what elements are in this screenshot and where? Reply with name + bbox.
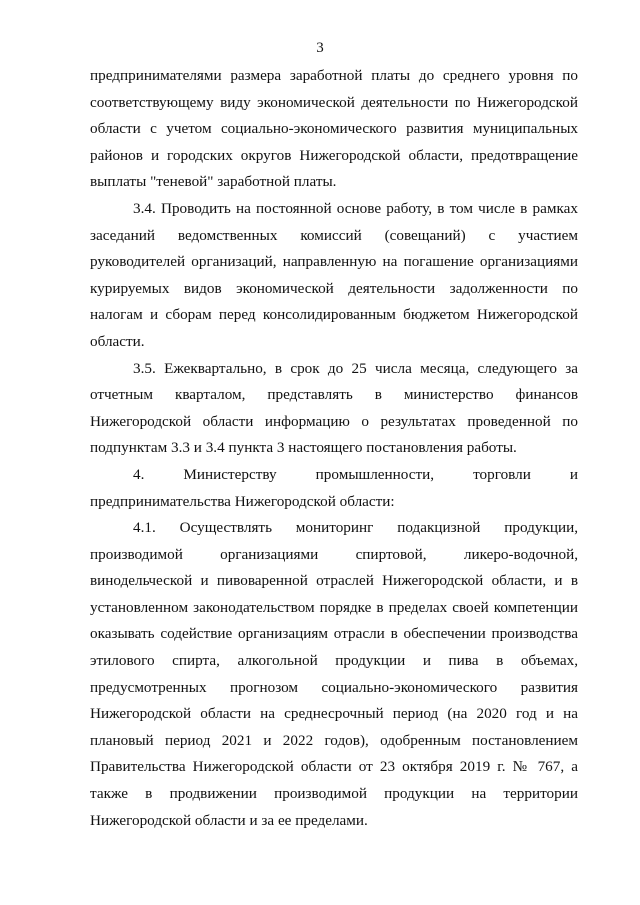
paragraph-4: 4. Министерству промышленности, торговли и предпринимательства Нижегородской области:: [90, 465, 578, 510]
page-number: 3: [316, 40, 324, 56]
paragraph-continuation: предпринимателями размера заработной платы до среднего уровня по соответствующему виду экономической деятельности по Нижегородской области с учетом социально-экономического развития муниципальных районов и городских округов Нижегородской области, предотвращение выплаты "теневой" заработной платы.: [90, 67, 578, 191]
document-body: [90, 63, 578, 834]
paragraph-3-4: 3.4. Проводить на постоянной основе работу, в том числе в рамках заседаний ведомственных комиссий (совещаний) с участием руководителей организаций, направленную на погашение организациями курируемых видов экономической деятельности задолженности по налогам и сборам перед консолидированным бюджетом Нижегородской области.: [90, 199, 578, 350]
paragraph-3-5: 3.5. Ежеквартально, в срок до 25 числа месяца, следующего за отчетным кварталом, представлять в министерство финансов Нижегородской области информацию о результатах проведенной по подпунктам 3.3 и 3.4 пункта 3 настоящего постановления работы.: [90, 359, 578, 457]
paragraph-4-1: 4.1. Осуществлять мониторинг подакцизной продукции, производимой организациями спиртовой, ликеро-водочной, винодельческой и пивоваренной отраслей Нижегородской области, и в установленном законодательством порядке в пределах своей компетенции оказывать содействие организациям отрасли в обеспечении производства этилового спирта, алкогольной продукции и пива в объемах, предусмотренных прогнозом социально-экономического развития Нижегородской области на среднесрочный период (на 2020 год и на плановый период 2021 и 2022 годов), одобренным постановлением Правительства Нижегородской области от 23 октября 2019 г. № 767, а также в продвижении производимой продукции на территории Нижегородской области и за ее пределами.: [90, 519, 578, 829]
